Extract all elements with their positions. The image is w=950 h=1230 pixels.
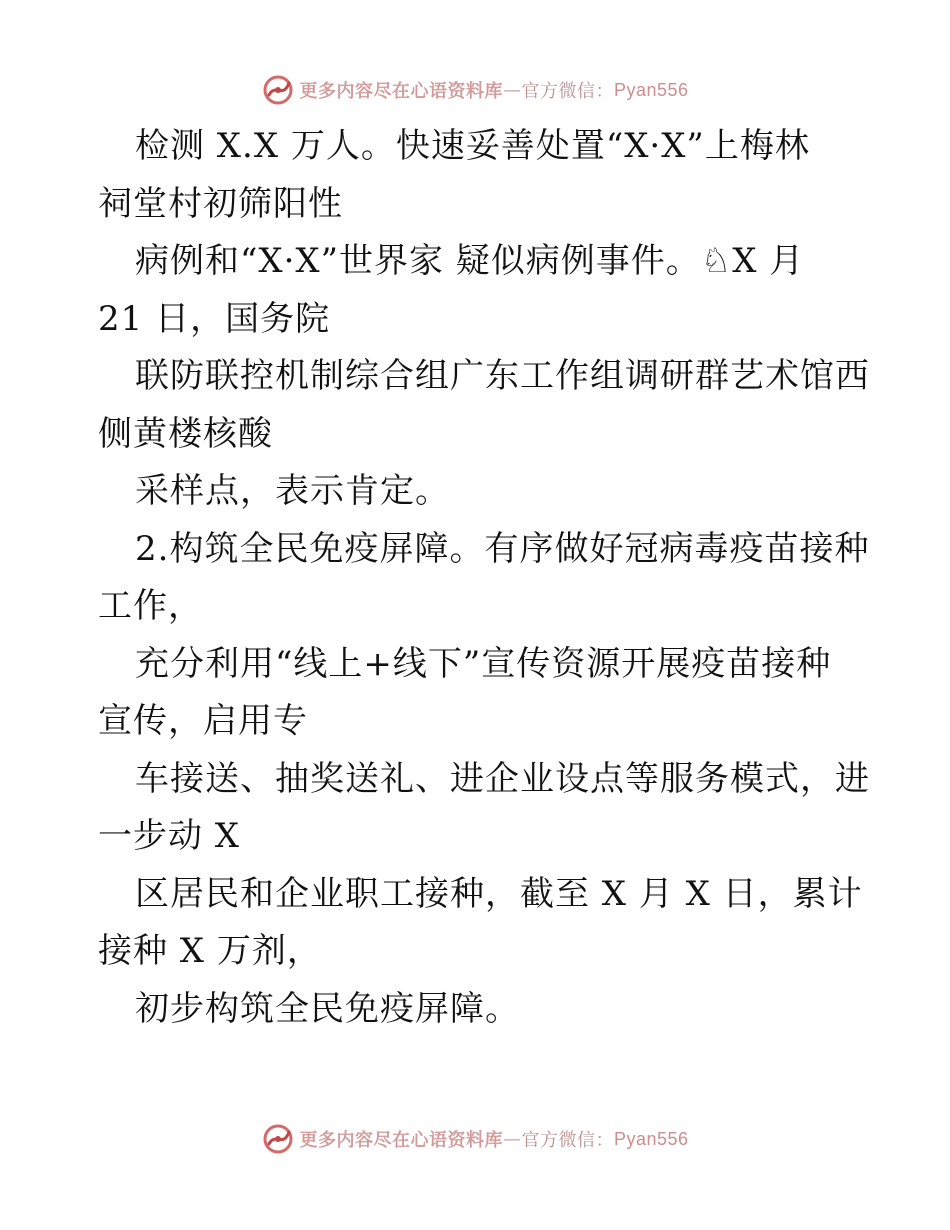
document-line: 接种 X 万剂， [98,931,322,971]
red-swirl-logo-icon [261,1122,295,1156]
document-line: 2.构筑全民免疫屏障。有序做好冠病毒疫苗接种 [135,528,870,569]
document-line: 一步动 X [98,816,241,856]
document-line: 宣传，启用专 [98,701,308,741]
document-line: 检测 X.X 万人。快速妥善处置“X·X”上梅林 [135,126,810,166]
document-line: 初步构筑全民免疫屏障。 [135,988,520,1029]
watermark-separator: — [502,79,522,101]
red-swirl-logo-icon [261,73,295,107]
document-line: 侧黄楼核酸 [98,413,273,454]
footer-watermark [0,1119,950,1159]
header-watermark [0,70,950,110]
watermark-wechat-id: Pyan556 [613,79,689,100]
watermark-wechat-id: Pyan556 [613,1128,689,1149]
document-line: 采样点，表示肯定。 [135,471,450,511]
document-line: 车接送、抽奖送礼、进企业设点等服务模式，进 [135,758,870,799]
document-line: 充分利用“线上+线下”宣传资源开展疫苗接种 [135,643,832,684]
document-line: 祠堂村初筛阳性 [98,183,343,224]
document-line: 区居民和企业职工接种，截至 X 月 X 日，累计 [135,873,863,914]
watermark-separator: — [502,1128,522,1150]
watermark-label: 官方微信： [521,1130,614,1151]
document-line: 工作， [98,586,203,626]
document-line: 21 日，国务院 [98,298,331,339]
watermark-label: 官方微信： [521,81,614,102]
watermark-main-text: 更多内容尽在心语资料库 [299,1130,503,1151]
watermark-main-text: 更多内容尽在心语资料库 [299,81,503,102]
document-body [98,118,870,1038]
document-line: 病例和“X·X”世界家 疑似病例事件。♘X 月 [135,241,805,281]
document-line: 联防联控机制综合组广东工作组调研群艺术馆西 [135,356,870,396]
